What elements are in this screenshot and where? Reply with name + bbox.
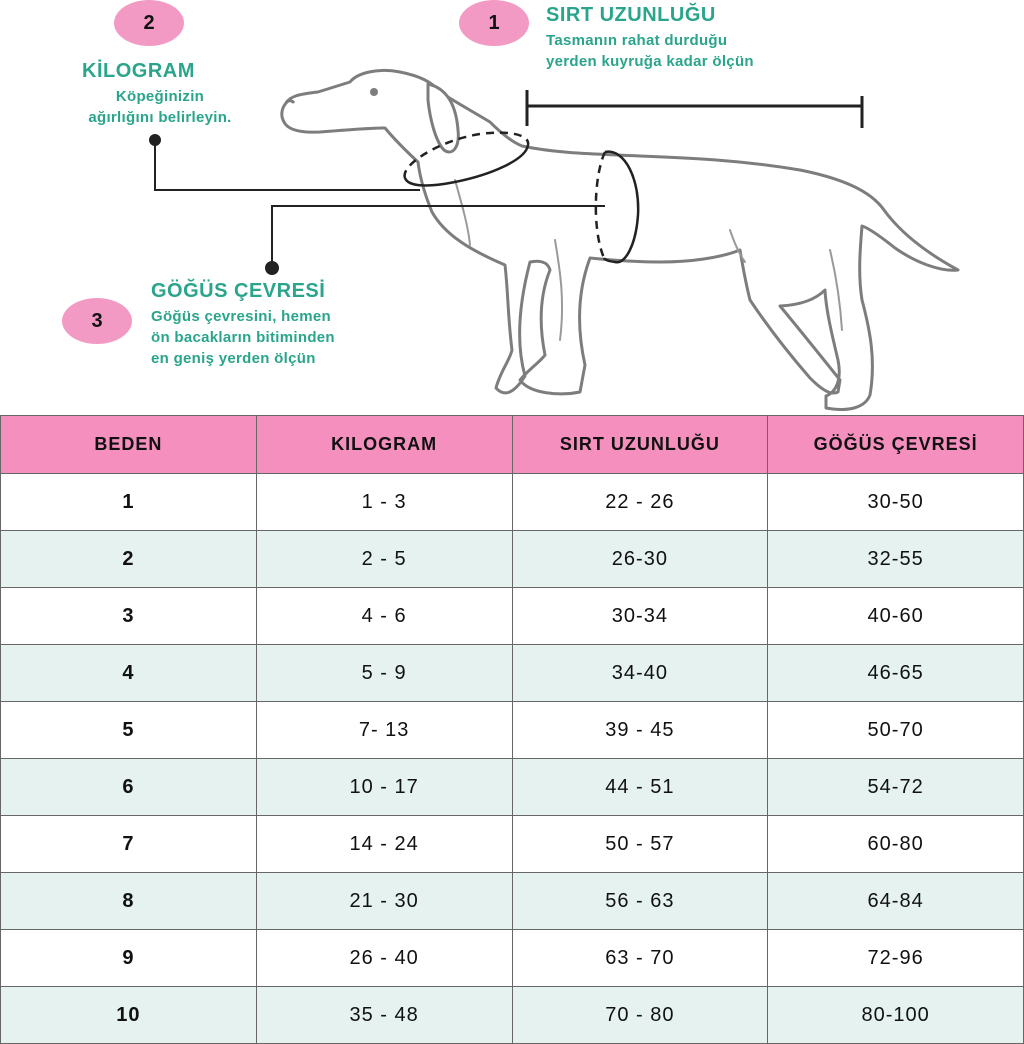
back-length-cell: 30-34 (512, 588, 768, 645)
size-cell: 8 (1, 873, 257, 930)
weight-cell: 2 - 5 (256, 531, 512, 588)
back-length-cell: 22 - 26 (512, 474, 768, 531)
back-length-cell: 44 - 51 (512, 759, 768, 816)
weight-cell: 4 - 6 (256, 588, 512, 645)
step-1-badge: 1 (459, 0, 529, 46)
table-row (1, 474, 1024, 531)
back-length-cell: 50 - 57 (512, 816, 768, 873)
table-row (1, 987, 1024, 1044)
table-row (1, 930, 1024, 987)
header-back-length: SIRT UZUNLUĞU (512, 416, 768, 474)
weight-cell: 14 - 24 (256, 816, 512, 873)
header-size: BEDEN (1, 416, 257, 474)
weight-desc (50, 86, 270, 128)
table-header-row (1, 416, 1024, 474)
chest-cell: 60-80 (768, 816, 1024, 873)
back-length-cell: 34-40 (512, 645, 768, 702)
measurement-guide (0, 0, 1024, 415)
table-row (1, 873, 1024, 930)
table-row (1, 702, 1024, 759)
back-length-cell: 56 - 63 (512, 873, 768, 930)
size-cell: 4 (1, 645, 257, 702)
size-cell: 9 (1, 930, 257, 987)
back-length-cell: 63 - 70 (512, 930, 768, 987)
chest-desc-line: Göğüs çevresini, hemen (151, 308, 331, 325)
weight-title: KİLOGRAM (82, 60, 195, 82)
weight-pointer-line (150, 135, 420, 190)
chest-cell: 30-50 (768, 474, 1024, 531)
chest-cell: 54-72 (768, 759, 1024, 816)
back-length-cell: 70 - 80 (512, 987, 768, 1044)
chest-cell: 64-84 (768, 873, 1024, 930)
weight-desc-line: ağırlığını belirleyin. (88, 109, 232, 126)
weight-desc-line: Köpeğinizin (115, 88, 205, 105)
size-cell: 1 (1, 474, 257, 531)
weight-cell: 10 - 17 (256, 759, 512, 816)
step-3-badge: 3 (62, 298, 132, 344)
chest-cell: 40-60 (768, 588, 1024, 645)
chest-title: GÖĞÜS ÇEVRESİ (151, 280, 326, 302)
dog-outline (282, 70, 958, 409)
back-length-desc (546, 30, 754, 72)
weight-cell: 26 - 40 (256, 930, 512, 987)
size-cell: 2 (1, 531, 257, 588)
chest-cell: 80-100 (768, 987, 1024, 1044)
back-length-bracket (527, 90, 862, 128)
chest-desc (151, 306, 335, 369)
table-row (1, 645, 1024, 702)
table-row (1, 588, 1024, 645)
size-cell: 10 (1, 987, 257, 1044)
weight-cell: 5 - 9 (256, 645, 512, 702)
chest-cell: 50-70 (768, 702, 1024, 759)
back-length-cell: 39 - 45 (512, 702, 768, 759)
weight-cell: 7- 13 (256, 702, 512, 759)
size-cell: 7 (1, 816, 257, 873)
table-row (1, 531, 1024, 588)
weight-cell: 1 - 3 (256, 474, 512, 531)
back-length-cell: 26-30 (512, 531, 768, 588)
table-row (1, 816, 1024, 873)
chest-cell: 72-96 (768, 930, 1024, 987)
weight-cell: 21 - 30 (256, 873, 512, 930)
header-weight: KILOGRAM (256, 416, 512, 474)
size-cell: 3 (1, 588, 257, 645)
table-row (1, 759, 1024, 816)
size-table (0, 415, 1024, 1044)
back-length-desc-line: yerden kuyruğa kadar ölçün (546, 53, 754, 70)
chest-cell: 46-65 (768, 645, 1024, 702)
chest-cell: 32-55 (768, 531, 1024, 588)
chest-desc-line: ön bacakların bitiminden (151, 329, 335, 346)
chest-desc-line: en geniş yerden ölçün (151, 350, 316, 367)
weight-cell: 35 - 48 (256, 987, 512, 1044)
back-length-title: SIRT UZUNLUĞU (546, 4, 716, 26)
header-chest: GÖĞÜS ÇEVRESİ (768, 416, 1024, 474)
size-cell: 5 (1, 702, 257, 759)
step-2-badge: 2 (114, 0, 184, 46)
size-cell: 6 (1, 759, 257, 816)
back-length-desc-line: Tasmanın rahat durduğu (546, 32, 728, 49)
